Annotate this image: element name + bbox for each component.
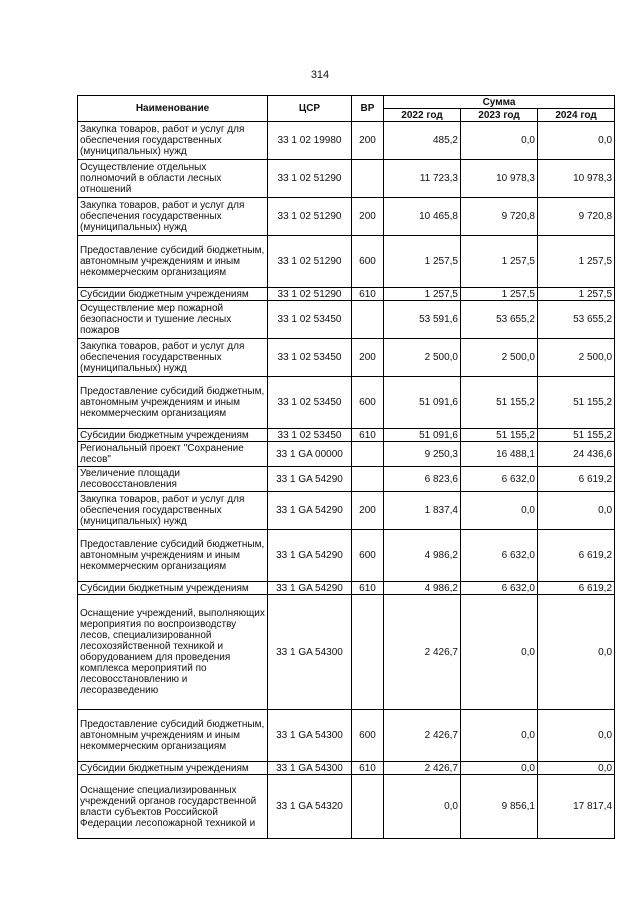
row-name: Предоставление субсидий бюджетным, автономным учреждениям и иным некоммерческим организациям <box>78 710 268 762</box>
row-vr: 200 <box>352 492 384 530</box>
row-value-2022: 2 500,0 <box>384 339 461 377</box>
row-value-2024: 2 500,0 <box>538 339 615 377</box>
row-name: Предоставление субсидий бюджетным, автономным учреждениям и иным некоммерческим организациям <box>78 236 268 288</box>
row-csr: 33 1 02 19980 <box>268 122 352 160</box>
row-vr: 200 <box>352 198 384 236</box>
header-2023: 2023 год <box>461 109 538 122</box>
row-csr: 33 1 GA 00000 <box>268 442 352 467</box>
row-name: Оснащение специализированных учреждений органов государственной власти субъектов Российской Федерации лесопожарной техникой и <box>78 775 268 839</box>
row-vr <box>352 301 384 339</box>
table-row <box>78 775 615 839</box>
row-vr: 610 <box>352 762 384 775</box>
row-value-2022: 2 426,7 <box>384 762 461 775</box>
table-row <box>78 339 615 377</box>
table-row <box>78 710 615 762</box>
row-csr: 33 1 02 53450 <box>268 301 352 339</box>
row-csr: 33 1 02 53450 <box>268 339 352 377</box>
row-vr <box>352 775 384 839</box>
row-name: Субсидии бюджетным учреждениям <box>78 288 268 301</box>
row-name: Предоставление субсидий бюджетным, автономным учреждениям и иным некоммерческим организациям <box>78 530 268 582</box>
row-csr: 33 1 02 53450 <box>268 377 352 429</box>
row-value-2023: 1 257,5 <box>461 288 538 301</box>
row-value-2022: 9 250,3 <box>384 442 461 467</box>
row-name: Осуществление отдельных полномочий в области лесных отношений <box>78 160 268 198</box>
table-row <box>78 530 615 582</box>
row-csr: 33 1 02 51290 <box>268 236 352 288</box>
row-value-2022: 51 091,6 <box>384 377 461 429</box>
row-vr <box>352 595 384 710</box>
row-value-2024: 0,0 <box>538 710 615 762</box>
row-value-2022: 0,0 <box>384 775 461 839</box>
row-value-2024: 1 257,5 <box>538 288 615 301</box>
row-name: Оснащение учреждений, выполняющих мероприятия по воспроизводству лесов, специализированной лесохозяйственной техникой и оборудованием для проведения комплекса мероприятий по лесовосстановлению и лесоразведению <box>78 595 268 710</box>
row-csr: 33 1 02 51290 <box>268 288 352 301</box>
row-value-2023: 0,0 <box>461 492 538 530</box>
row-value-2024: 9 720,8 <box>538 198 615 236</box>
row-vr: 600 <box>352 236 384 288</box>
row-value-2022: 485,2 <box>384 122 461 160</box>
row-vr: 610 <box>352 288 384 301</box>
row-value-2024: 51 155,2 <box>538 429 615 442</box>
row-value-2023: 51 155,2 <box>461 377 538 429</box>
row-value-2023: 0,0 <box>461 595 538 710</box>
row-value-2023: 9 720,8 <box>461 198 538 236</box>
row-csr: 33 1 02 51290 <box>268 160 352 198</box>
header-2024: 2024 год <box>538 109 615 122</box>
row-vr: 200 <box>352 122 384 160</box>
row-name: Субсидии бюджетным учреждениям <box>78 762 268 775</box>
row-csr: 33 1 GA 54300 <box>268 710 352 762</box>
row-value-2024: 17 817,4 <box>538 775 615 839</box>
row-vr: 600 <box>352 530 384 582</box>
row-value-2022: 2 426,7 <box>384 710 461 762</box>
row-value-2023: 6 632,0 <box>461 582 538 595</box>
row-value-2024: 6 619,2 <box>538 582 615 595</box>
row-value-2022: 1 257,5 <box>384 288 461 301</box>
row-vr <box>352 442 384 467</box>
row-value-2022: 4 986,2 <box>384 582 461 595</box>
row-value-2023: 10 978,3 <box>461 160 538 198</box>
header-sum: Сумма <box>384 96 615 109</box>
row-value-2022: 11 723,3 <box>384 160 461 198</box>
table-row <box>78 288 615 301</box>
row-value-2022: 53 591,6 <box>384 301 461 339</box>
header-vr: ВР <box>352 96 384 122</box>
row-value-2022: 1 837,4 <box>384 492 461 530</box>
row-value-2024: 0,0 <box>538 122 615 160</box>
table-row <box>78 467 615 492</box>
row-value-2023: 6 632,0 <box>461 467 538 492</box>
row-vr: 600 <box>352 377 384 429</box>
row-value-2024: 10 978,3 <box>538 160 615 198</box>
table-header-row <box>78 96 615 109</box>
row-csr: 33 1 GA 54290 <box>268 530 352 582</box>
row-csr: 33 1 02 51290 <box>268 198 352 236</box>
row-vr: 610 <box>352 582 384 595</box>
row-name: Региональный проект "Сохранение лесов" <box>78 442 268 467</box>
row-vr: 610 <box>352 429 384 442</box>
row-csr: 33 1 GA 54320 <box>268 775 352 839</box>
row-vr <box>352 160 384 198</box>
row-value-2022: 51 091,6 <box>384 429 461 442</box>
row-vr <box>352 467 384 492</box>
row-value-2022: 4 986,2 <box>384 530 461 582</box>
row-value-2024: 0,0 <box>538 492 615 530</box>
table-row <box>78 122 615 160</box>
row-value-2024: 6 619,2 <box>538 530 615 582</box>
table-row <box>78 160 615 198</box>
row-value-2023: 6 632,0 <box>461 530 538 582</box>
row-name: Закупка товаров, работ и услуг для обеспечения государственных (муниципальных) нужд <box>78 492 268 530</box>
row-value-2023: 53 655,2 <box>461 301 538 339</box>
table-row <box>78 301 615 339</box>
table-row <box>78 377 615 429</box>
row-value-2023: 0,0 <box>461 122 538 160</box>
row-value-2023: 51 155,2 <box>461 429 538 442</box>
row-name: Закупка товаров, работ и услуг для обеспечения государственных (муниципальных) нужд <box>78 198 268 236</box>
table-row <box>78 595 615 710</box>
row-csr: 33 1 GA 54300 <box>268 595 352 710</box>
table-row <box>78 442 615 467</box>
row-csr: 33 1 GA 54290 <box>268 492 352 530</box>
row-name: Закупка товаров, работ и услуг для обеспечения государственных (муниципальных) нужд <box>78 339 268 377</box>
row-name: Субсидии бюджетным учреждениям <box>78 429 268 442</box>
page-number: 314 <box>310 69 330 81</box>
row-value-2024: 0,0 <box>538 762 615 775</box>
header-2022: 2022 год <box>384 109 461 122</box>
row-vr: 200 <box>352 339 384 377</box>
row-vr: 600 <box>352 710 384 762</box>
row-csr: 33 1 GA 54290 <box>268 582 352 595</box>
row-name: Увеличение площади лесовосстановления <box>78 467 268 492</box>
table-row <box>78 582 615 595</box>
table-row <box>78 429 615 442</box>
row-value-2023: 16 488,1 <box>461 442 538 467</box>
row-value-2023: 0,0 <box>461 710 538 762</box>
row-value-2022: 10 465,8 <box>384 198 461 236</box>
table-row <box>78 762 615 775</box>
row-value-2024: 6 619,2 <box>538 467 615 492</box>
row-value-2023: 2 500,0 <box>461 339 538 377</box>
row-value-2022: 6 823,6 <box>384 467 461 492</box>
row-value-2022: 1 257,5 <box>384 236 461 288</box>
table-body <box>78 122 615 839</box>
row-name: Предоставление субсидий бюджетным, автономным учреждениям и иным некоммерческим организациям <box>78 377 268 429</box>
table-row <box>78 198 615 236</box>
row-csr: 33 1 02 53450 <box>268 429 352 442</box>
budget-table <box>77 95 615 839</box>
row-name: Осуществление мер пожарной безопасности и тушение лесных пожаров <box>78 301 268 339</box>
table-row <box>78 492 615 530</box>
row-name: Субсидии бюджетным учреждениям <box>78 582 268 595</box>
row-name: Закупка товаров, работ и услуг для обеспечения государственных (муниципальных) нужд <box>78 122 268 160</box>
row-value-2024: 24 436,6 <box>538 442 615 467</box>
row-value-2024: 51 155,2 <box>538 377 615 429</box>
row-value-2024: 1 257,5 <box>538 236 615 288</box>
table-row <box>78 236 615 288</box>
row-csr: 33 1 GA 54290 <box>268 467 352 492</box>
row-csr: 33 1 GA 54300 <box>268 762 352 775</box>
row-value-2023: 0,0 <box>461 762 538 775</box>
row-value-2024: 53 655,2 <box>538 301 615 339</box>
row-value-2023: 1 257,5 <box>461 236 538 288</box>
row-value-2022: 2 426,7 <box>384 595 461 710</box>
row-value-2023: 9 856,1 <box>461 775 538 839</box>
header-name: Наименование <box>78 96 268 122</box>
row-value-2024: 0,0 <box>538 595 615 710</box>
header-csr: ЦСР <box>268 96 352 122</box>
